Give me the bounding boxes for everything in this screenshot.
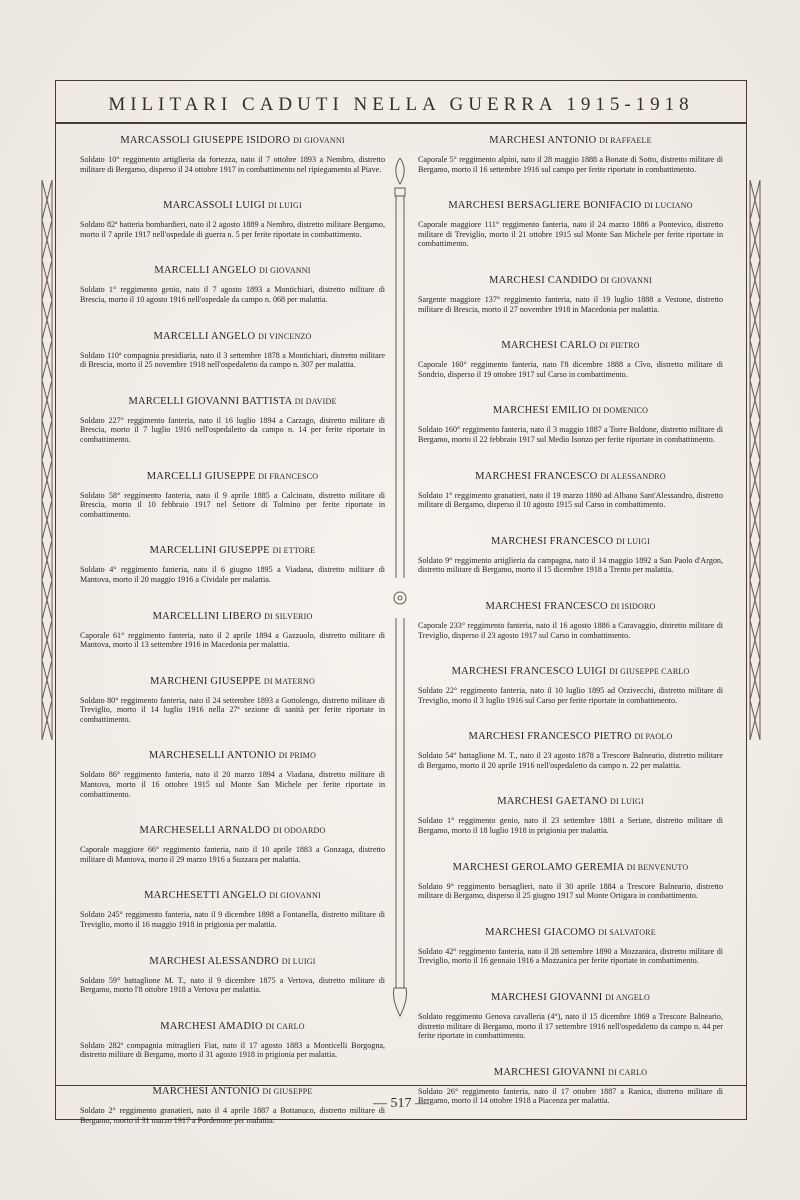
father-name: DI LUIGI: [616, 536, 650, 546]
soldier-name: MARCASSOLI GIUSEPPE ISIDORO: [120, 135, 291, 146]
soldier-name: MARCHESI GAETANO: [497, 796, 608, 808]
soldier-name: MARCHESI EMILIO: [492, 405, 590, 417]
entry: [418, 927, 723, 966]
soldier-name: MARCHESELLI ANTONIO: [148, 750, 276, 762]
entry-text: Soldato 1° reggimento genio, nato il 7 agosto 1893 a Montichiari, distretto militare di Brescia, morto il 10 agosto 1916 nell'ospedale da campo n. 068 per malattia.: [80, 285, 385, 304]
entry-name: [418, 1067, 723, 1078]
entry-text: Soldato 54° battaglione M. T., nato il 23 agosto 1878 a Trescore Balneario, distretto militare di Bergamo, morto il 20 aprile 1916 nell'ospedaletto da campo n. 22 per malattia.: [418, 751, 723, 770]
entry-name: [418, 135, 723, 146]
entry-name: [80, 265, 385, 276]
entry-name: [80, 1021, 385, 1032]
entry: [418, 536, 723, 575]
father-name: DI ODOARDO: [273, 826, 326, 836]
soldier-name: MARCHESI GIACOMO: [485, 926, 596, 938]
soldier-name: MARCHESI GIOVANNI: [493, 1066, 606, 1078]
entry: [418, 200, 723, 249]
soldier-name: MARCHESI FRANCESCO: [475, 470, 598, 482]
entry: [418, 796, 723, 835]
entry: [418, 471, 723, 510]
father-name: DI CARLO: [265, 1021, 305, 1031]
soldier-name: MARCELLINI GIUSEPPE: [149, 545, 270, 557]
father-name: DI GIUSEPPE CARLO: [609, 667, 690, 677]
soldier-name: MARCASSOLI LUIGI: [163, 200, 266, 212]
page-title: MILITARI CADUTI NELLA GUERRA 1915-1918: [108, 94, 694, 115]
entry: [418, 992, 723, 1041]
entry-name: [80, 545, 385, 556]
entry: [418, 405, 723, 444]
entry-text: Soldato reggimento Genova cavalleria (4°), nato il 15 dicembre 1869 a Trescore Balneario, distretto militare di Bergamo, morto il 17 settembre 1916 nell'ospedaletto da campo n. 44 per ferite riportate in combattimento.: [418, 1012, 723, 1041]
entry: [418, 135, 723, 174]
father-name: DI DOMENICO: [592, 406, 649, 416]
entry-name: [418, 471, 723, 482]
soldier-name: MARCELLI GIUSEPPE: [146, 470, 256, 482]
entry-text: Caporale 5° reggimento alpini, nato il 28 maggio 1888 a Bonate di Sotto, distretto militare di Bergamo, morto il 16 settembre 1916 sul campo per ferite riportate in combattimento.: [418, 155, 723, 174]
father-name: DI GIOVANNI: [293, 136, 345, 145]
entry-text: Caporale 160° reggimento fanteria, nato l'8 dicembre 1888 a Cîvo, distretto militare di Sondrio, disperso il 19 ottobre 1917 sul Carso in combattimento.: [418, 360, 723, 379]
soldier-name: MARCHESI FRANCESCO LUIGI: [451, 666, 607, 678]
father-name: DI PRIMO: [278, 751, 317, 761]
page-number: — 517 —: [373, 1096, 429, 1111]
entry: [80, 676, 385, 725]
entry: [80, 265, 385, 304]
father-name: DI SILVERIO: [264, 611, 313, 621]
entry: [80, 890, 385, 929]
soldier-name: MARCHESI ANTONIO: [152, 1086, 260, 1097]
entry-text: Soldato 1° reggimento granatieri, nato il 19 marzo 1890 ad Albano Sant'Alessandro, distretto militare di Bergamo, disperso il 10 agosto 1915 sul Carso in combattimento.: [418, 490, 723, 510]
entry-text: Soldato 1° reggimento genio, nato il 23 settembre 1881 a Seriate, distretto militare di Bergamo, morto il 18 luglio 1918 in prigionia per malattia.: [418, 816, 723, 836]
entry-text: Soldato 59° battaglione M. T., nato il 9 dicembre 1875 a Vertova, distretto militare di Bergamo, morto l'8 ottobre 1918 a Vertova per malattia.: [80, 975, 385, 995]
soldier-name: MARCHESI ANTONIO: [489, 135, 597, 146]
entry: [418, 731, 723, 770]
entry-text: Soldato 26° reggimento fanteria, nato il 17 ottobre 1887 a Ranica, distretto militare di Bergamo, morto il 14 ottobre 1918 a Piacenza per malattia.: [418, 1086, 723, 1106]
entry-text: Soldato 10° reggimento artiglieria da fortezza, nato il 7 ottobre 1893 a Nembro, distretto militare di Bergamo, disperso il 24 ottobre 1917 in combattimento nel ripiegamento al Piave.: [80, 155, 385, 174]
entry: [418, 340, 723, 379]
entry-name: [80, 471, 385, 482]
father-name: DI PIETRO: [599, 341, 640, 351]
father-name: DI ALESSANDRO: [600, 471, 666, 481]
entry-text: Sargente maggiore 137° reggimento fanteria, nato il 19 luglio 1888 a Vestone, distretto militare di Brescia, morto il 27 novembre 1918 in Macedonia per malattia.: [418, 294, 723, 314]
entry: [80, 396, 385, 445]
soldier-name: MARCHESI AMADIO: [160, 1020, 263, 1032]
entry: [80, 825, 385, 864]
father-name: DI RAFFAELE: [599, 136, 652, 145]
entry-text: Soldato 80° reggimento fanteria, nato il 24 settembre 1893 a Gottolengo, distretto militare di Treviglio, morto il 14 luglio 1916 nella 27ª sezione di sanità per ferite riportate in combattimento.: [80, 695, 385, 724]
entry: [418, 666, 723, 705]
father-name: DI PAOLO: [634, 732, 673, 742]
father-name: DI GIOVANNI: [259, 266, 311, 276]
entry-name: [80, 956, 385, 967]
entry-name: [418, 666, 723, 677]
father-name: DI MATERNO: [263, 676, 315, 686]
entry-name: [80, 200, 385, 211]
father-name: DI CARLO: [608, 1067, 648, 1077]
entry: [80, 956, 385, 995]
right-decorative-pole: [744, 180, 766, 740]
left-column: [80, 135, 385, 1151]
entry-text: Soldato 86° reggimento fanteria, nato il 20 marzo 1894 a Viadana, distretto militare di Mantova, morto il 16 ottobre 1915 sul Monte San Michele per ferite riportate in combattimento.: [80, 770, 385, 799]
soldier-name: MARCELLI ANGELO: [153, 330, 256, 342]
entry: [80, 135, 385, 174]
entry-name: [80, 611, 385, 622]
entry: [418, 601, 723, 640]
father-name: DI FRANCESCO: [258, 471, 319, 481]
entry-text: Soldato 110ª compagnia presidiaria, nato il 3 settembre 1878 a Montichiari, distretto militare di Brescia, morto il 25 novembre 1918 nell'ospedaletto da campo n. 307 per malattia.: [80, 350, 385, 370]
soldier-name: MARCHESI CANDIDO: [489, 274, 598, 286]
entry: [80, 200, 385, 239]
entry-name: [418, 992, 723, 1003]
entry-text: Soldato 282ª compagnia mitraglieri Fiat, nato il 17 agosto 1883 a Monticelli Borgogna, distretto militare di Bergamo, morto il 31 agosto 1918 in prigionia per malattia.: [80, 1040, 385, 1060]
entry-name: [418, 405, 723, 416]
entry-name: [80, 890, 385, 901]
left-decorative-pole: [36, 180, 58, 740]
entry-name: [80, 825, 385, 836]
soldier-name: MARCHESI GEROLAMO GEREMIA: [452, 861, 624, 873]
soldier-name: MARCELLI ANGELO: [154, 265, 257, 277]
soldier-name: MARCHESI CARLO: [501, 340, 597, 352]
entry-name: [418, 796, 723, 807]
soldier-name: MARCHENI GIUSEPPE: [150, 675, 262, 687]
entry: [80, 750, 385, 799]
entry-name: [80, 331, 385, 342]
father-name: DI LUIGI: [281, 956, 316, 966]
father-name: DI LUIGI: [610, 797, 644, 807]
entry-text: Caporale maggiore 66° reggimento fanteria, nato il 10 aprile 1883 a Gonzaga, distretto militare di Mantova, morto il 29 marzo 1916 a Suzzara per malattia.: [80, 845, 385, 864]
entry: [418, 862, 723, 901]
father-name: DI GIUSEPPE: [262, 1087, 313, 1096]
entry-text: Soldato 4° reggimento fanteria, nato il 6 giugno 1895 a Viadana, distretto militare di Mantova, morto il 20 maggio 1916 a Cividale per malattia.: [80, 565, 385, 584]
father-name: DI GIOVANNI: [269, 891, 321, 901]
entry-text: Soldato 82ª batteria bombardieri, nato il 2 agosto 1889 a Nembro, distretto militare Bergamo, morto il 7 aprile 1917 nell'ospedale di guerra n. 5 per ferite riportate in combattimento.: [80, 220, 385, 239]
entry-name: [418, 340, 723, 351]
father-name: DI SALVATORE: [598, 927, 656, 937]
right-column: [418, 135, 723, 1132]
entry-name: [80, 676, 385, 687]
entry-text: Soldato 2° reggimento granatieri, nato il 4 aprile 1887 a Bottanuco, distretto militare di Bergamo, morto il 31 marzo 1917 a Pordenone per malattia.: [80, 1106, 385, 1125]
father-name: DI BENVENUTO: [626, 862, 689, 872]
soldier-name: MARCELLINI LIBERO: [152, 610, 262, 622]
entry-name: [418, 536, 723, 547]
entry-name: [418, 601, 723, 612]
soldier-name: MARCHESI GIOVANNI: [491, 992, 603, 1004]
entry: [80, 545, 385, 584]
soldier-name: MARCELLI GIOVANNI BATTISTA: [128, 395, 292, 407]
soldier-name: MARCHESELLI ARNALDO: [139, 825, 271, 837]
entry-text: Soldato 227° reggimento fanteria, nato il 16 luglio 1894 a Carzago, distretto militare di Brescia, morto il 7 luglio 1916 nell'ospedaletto da campo n. 14 per ferite riportate in combattimento.: [80, 415, 385, 444]
entry: [80, 611, 385, 650]
entry: [80, 331, 385, 370]
entry-name: [418, 275, 723, 286]
entry-text: Caporale 233° reggimento fanteria, nato il 16 agosto 1886 a Caravaggio, distretto militare di Treviglio, disperso il 23 agosto 1917 sul Carso in combattimento.: [418, 620, 723, 640]
entry-text: Soldato 58° reggimento fanteria, nato il 9 aprile 1885 a Calcinato, distretto militare di Brescia, morto il 10 febbraio 1917 nel Settore di Tolmino per ferite riportate in combattimento.: [80, 490, 385, 519]
entry-text: Soldato 22° reggimento fanteria, nato il 10 luglio 1895 ad Orzivecchi, distretto militare di Treviglio, morto il 3 luglio 1916 sul Carso per ferite riportate in combattimento.: [418, 686, 723, 705]
entry-name: [418, 927, 723, 938]
entry-name: [80, 396, 385, 407]
entry-text: Soldato 42° reggimento fanteria, nato il 28 settembre 1890 a Mozzanica, distretto militare di Treviglio, morto il 16 gennaio 1916 a Mozzanica per ferite riportate in combattimento.: [418, 946, 723, 966]
soldier-name: MARCHESI ALESSANDRO: [149, 955, 279, 967]
center-torch-column: [392, 158, 408, 1018]
header-rule: [55, 122, 747, 124]
entry-name: [418, 862, 723, 873]
entry-name: [80, 135, 385, 146]
father-name: DI ANGELO: [605, 993, 650, 1003]
father-name: DI GIOVANNI: [600, 275, 652, 285]
entry-text: Soldato 9° reggimento bersaglieri, nato il 30 aprile 1884 a Trescore Balneario, distretto militare di Bergamo, disperso il 25 giugno 1917 sul Monte Ortigara in combattimento.: [418, 881, 723, 901]
soldier-name: MARCHESI FRANCESCO: [485, 600, 608, 612]
entry-text: Soldato 9° reggimento artiglieria da campagna, nato il 14 maggio 1892 a San Paolo d'Argon, distretto militare di Bergamo, morto il 15 dicembre 1918 a Trento per malattia.: [418, 555, 723, 575]
father-name: DI LUIGI: [268, 201, 302, 211]
soldier-name: MARCHESI BERSAGLIERE BONIFACIO: [448, 200, 642, 212]
soldier-name: MARCHESI FRANCESCO: [491, 535, 614, 547]
soldier-name: MARCHESETTI ANGELO: [144, 890, 267, 902]
father-name: DI DAVIDE: [294, 396, 337, 406]
entry: [80, 1021, 385, 1060]
entry-text: Caporale maggiore 111° reggimento fanteria, nato il 24 marzo 1886 a Pontevico, distretto militare di Treviglio, morto il 21 ottobre 1915 sul Monte San Michele per ferite riportate in combattimento.: [418, 220, 723, 249]
entry-name: [80, 750, 385, 761]
father-name: DI ETTORE: [272, 546, 316, 556]
entry: [80, 471, 385, 520]
entry: [418, 275, 723, 314]
father-name: DI VINCENZO: [258, 331, 312, 341]
father-name: DI ISIDORO: [610, 601, 656, 611]
entry-name: [418, 731, 723, 742]
entry-text: Soldato 245° reggimento fanteria, nato il 9 dicembre 1898 a Fontanella, distretto militare di Treviglio, morto il 16 maggio 1918 in prigionia per malattia.: [80, 910, 385, 930]
entry-name: [418, 200, 723, 211]
soldier-name: MARCHESI FRANCESCO PIETRO: [468, 731, 632, 743]
entry-text: Soldato 160° reggimento fanteria, nato il 3 maggio 1887 a Torre Boldone, distretto militare di Bergamo, morto il 22 febbraio 1917 sul Medio Isonzo per ferite riportate in combattimento.: [418, 425, 723, 444]
father-name: DI LUCIANO: [644, 201, 693, 211]
entry-text: Caporale 61° reggimento fanteria, nato il 2 aprile 1894 a Gazzuolo, distretto militare di Mantova, morto il 13 settembre 1916 in Macedonia per malattia.: [80, 630, 385, 650]
